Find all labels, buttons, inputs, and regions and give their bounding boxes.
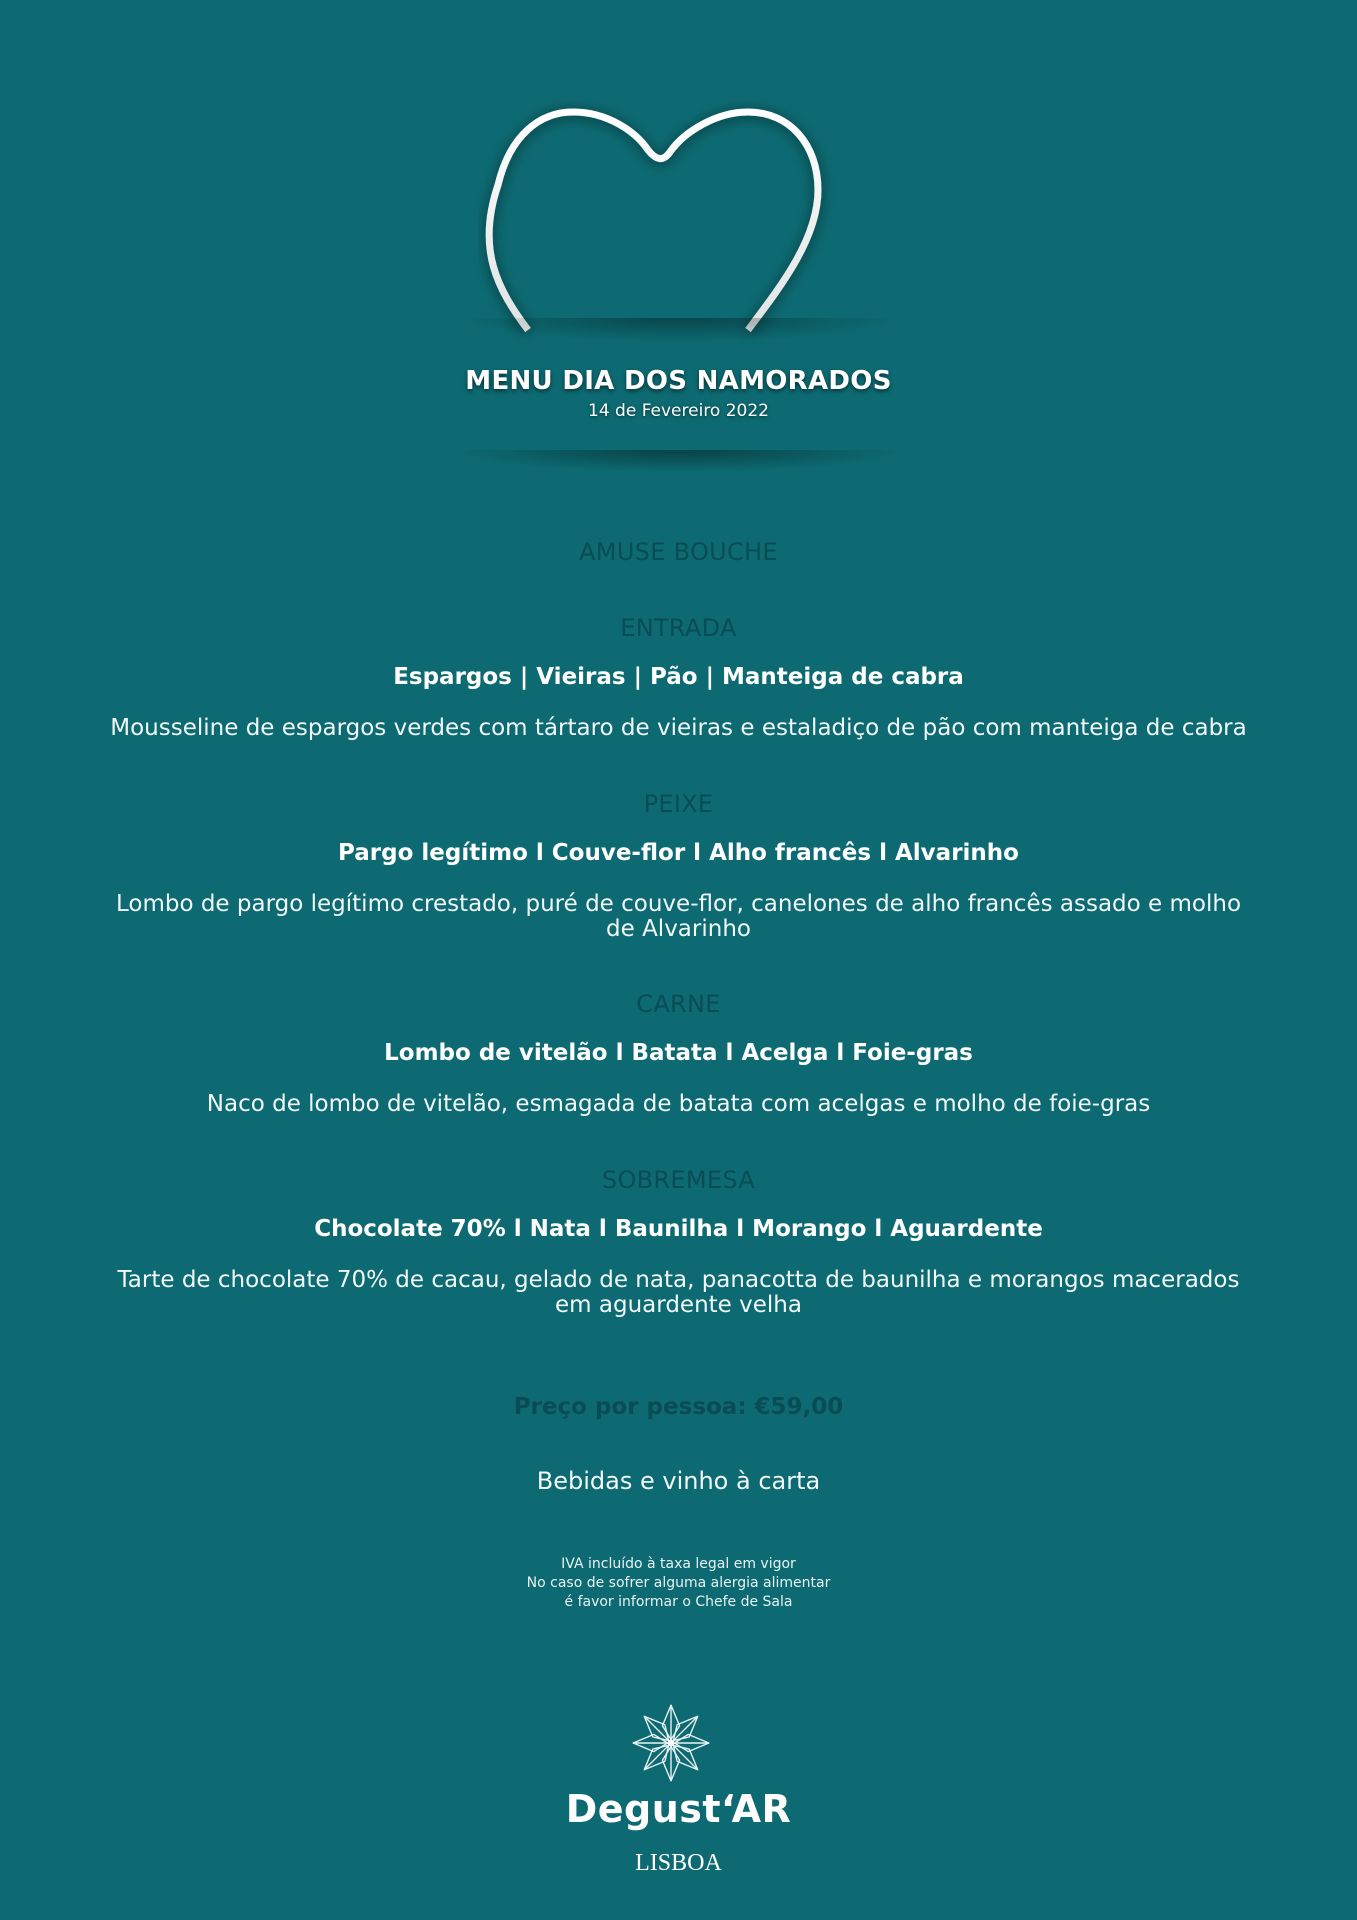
heart-icon [478, 90, 878, 350]
header-separator [450, 450, 907, 472]
event-date: 14 de Fevereiro 2022 [588, 401, 769, 421]
dish-sobremesa: Chocolate 70% l Nata l Baunilha l Morango l Aguardente [314, 1216, 1043, 1242]
description-peixe: Lombo de pargo legítimo crestado, puré de couve-flor, canelones de alho francês assado e molho de Alvarinho [115, 891, 1242, 942]
heart-shadow-line [455, 318, 902, 342]
allergy-note: No caso de sofrer alguma alergia alimentar [526, 1575, 831, 1591]
description-carne: Naco de lombo de vitelão, esmagada de batata com acelgas e molho de foie-gras [206, 1091, 1151, 1117]
dish-peixe: Pargo legítimo l Couve-flor l Alho francês l Alvarinho [338, 840, 1019, 866]
section-entrada: ENTRADA [620, 614, 737, 642]
dish-carne: Lombo de vitelão l Batata l Acelga l Foie-gras [384, 1040, 973, 1066]
price-per-person: Preço por pessoa: €59,00 [513, 1394, 844, 1420]
section-carne: CARNE [636, 990, 721, 1018]
brand-name: Degust‘AR [565, 1787, 792, 1831]
dish-entrada: Espargos | Vieiras | Pão | Manteiga de cabra [393, 664, 964, 690]
chef-note: é favor informar o Chefe de Sala [564, 1594, 793, 1610]
page-title: MENU DIA DOS NAMORADOS [465, 366, 892, 396]
section-sobremesa: SOBREMESA [601, 1166, 756, 1194]
description-sobremesa: Tarte de chocolate 70% de cacau, gelado de nata, panacotta de baunilha e morangos macerados em aguardente velha [117, 1267, 1240, 1318]
section-amuse-bouche: AMUSE BOUCHE [579, 538, 778, 566]
star-flower-icon [628, 1700, 714, 1786]
vat-note: IVA incluído à taxa legal em vigor [561, 1556, 796, 1572]
description-entrada: Mousseline de espargos verdes com tártaro de vieiras e estaladiço de pão com manteiga de cabra [110, 715, 1247, 741]
brand-city: LISBOA [635, 1850, 722, 1876]
section-peixe: PEIXE [643, 790, 714, 818]
drinks-note: Bebidas e vinho à carta [536, 1467, 821, 1495]
